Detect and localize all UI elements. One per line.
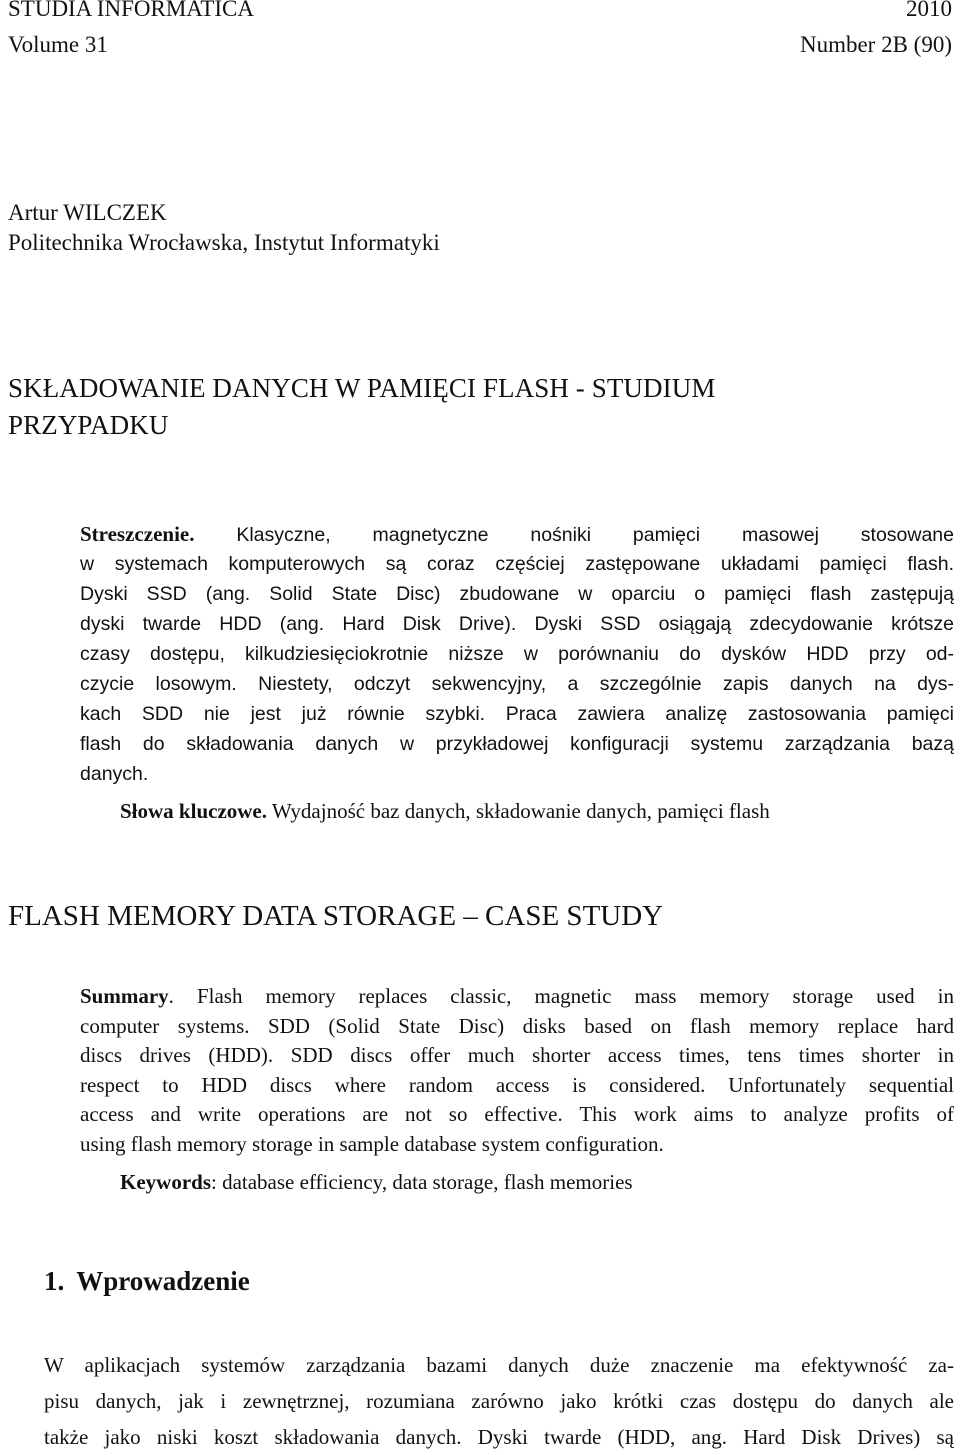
title-pl-line-2: PRZYPADKU [8, 410, 169, 440]
summary-en-label: Summary [80, 984, 169, 1008]
running-header-volume [8, 32, 952, 58]
abstract-pl [80, 519, 954, 789]
summary-en-line: Summary. Flash memory replaces classic, magnetic mass memory storage used in [80, 984, 954, 1008]
running-header-top [8, 0, 952, 22]
paper-title-en: FLASH MEMORY DATA STORAGE – CASE STUDY [8, 900, 664, 932]
keywords-en-label: Keywords [120, 1170, 211, 1194]
keywords-pl-text: Wydajność baz danych, składowanie danych, pamięci flash [267, 799, 770, 823]
journal-number: Number 2B (90) [799, 32, 952, 57]
author-affiliation: Politechnika Wrocławska, Instytut Informatyki [8, 230, 440, 255]
summary-en-line: using flash memory storage in sample database system configuration. [80, 1131, 664, 1156]
paper-title-pl [8, 370, 908, 444]
journal-year: 2010 [906, 0, 952, 21]
abstract-pl-line: danych. [80, 763, 149, 785]
author-name: Artur WILCZEK [8, 200, 167, 225]
keywords-en [120, 1167, 633, 1197]
section-body [44, 1347, 954, 1455]
body-line: W aplikacjach systemów zarządzania bazami danych duże znaczenie ma efektywność za- [44, 1353, 954, 1377]
abstract-pl-line: czycie losowym. Niestety, odczyt sekwencyjny, a szczególnie zapis danych na dys- [80, 673, 954, 695]
keywords-pl-label: Słowa kluczowe. [120, 799, 267, 823]
abstract-pl-line: flash do składowania danych w przykładowej konfiguracji systemu zarządzania bazą [80, 733, 954, 755]
body-line: także jako niski koszt składowania danych. Dyski twarde (HDD, ang. Hard Disk Drives) są [44, 1425, 954, 1449]
body-line: pisu danych, jak i zewnętrznej, rozumiana zarówno jako krótki czas dostępu do danych ale [44, 1389, 954, 1413]
abstract-pl-line: dyski twarde HDD (ang. Hard Disk Drive). Dyski SSD osiągają zdecydowanie krótsze [80, 613, 954, 635]
abstract-pl-line: kach SDD nie jest już równie szybki. Praca zawiera analizę zastosowania pamięci [80, 703, 954, 725]
section-number: 1. [44, 1266, 65, 1296]
section-title: Wprowadzenie [76, 1266, 250, 1296]
section-heading [44, 1263, 250, 1299]
abstract-pl-line: Streszczenie. Klasyczne, magnetyczne nośniki pamięci masowej stosowane [80, 522, 954, 546]
keywords-en-text: : database efficiency, data storage, flash memories [211, 1170, 633, 1194]
keywords-pl [120, 796, 770, 826]
journal-name: STUDIA INFORMATICA [8, 0, 254, 21]
summary-en-line: computer systems. SDD (Solid State Disc) disks based on flash memory replace hard [80, 1013, 954, 1038]
summary-en-line: access and write operations are not so effective. This work aims to analyze profits of [80, 1102, 954, 1127]
title-pl-line-1: SKŁADOWANIE DANYCH W PAMIĘCI FLASH - STUDIUM [8, 373, 716, 403]
summary-en [80, 982, 954, 1160]
abstract-pl-line: czasy dostępu, kilkudziesięciokrotnie niższe w porównaniu do dysków HDD przy od- [80, 643, 954, 665]
journal-volume: Volume 31 [8, 32, 108, 57]
abstract-pl-line: w systemach komputerowych są coraz częściej zastępowane układami pamięci flash. [80, 553, 954, 575]
abstract-pl-label: Streszczenie. [80, 522, 195, 546]
summary-en-line: respect to HDD discs where random access is considered. Unfortunately sequential [80, 1072, 954, 1097]
abstract-pl-line: Dyski SSD (ang. Solid State Disc) zbudowane w oparciu o pamięci flash zastępują [80, 583, 954, 605]
summary-en-line: discs drives (HDD). SDD discs offer much shorter access times, tens times shorter in [80, 1043, 954, 1068]
